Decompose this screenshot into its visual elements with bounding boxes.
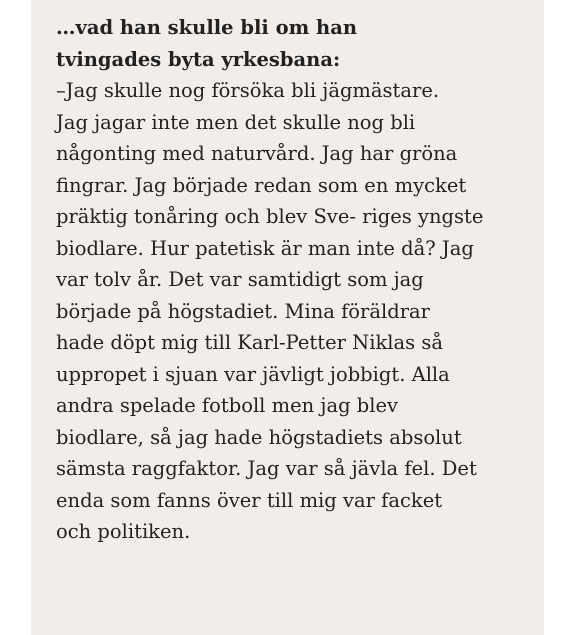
body-line: präktig tonåring och blev Sve- riges yngste [56,205,484,228]
body-line: någonting med naturvård. Jag har gröna [56,142,458,165]
body-line: andra spelade fotboll men jag blev [56,394,399,417]
heading-line: tvingades byta yrkesbana: [56,47,341,71]
body-line: sämsta raggfaktor. Jag var så jävla fel. Det [56,457,477,480]
body-line: hade döpt mig till Karl-Petter Niklas så [56,331,443,354]
body-line: och politiken. [56,520,191,543]
body-line: biodlare. Hur patetisk är man inte då? Jag [56,236,474,260]
article-text [56,12,536,548]
body-line: började på högstadiet. Mina föräldrar [56,299,430,323]
body-line: enda som fanns över till mig var facket [56,488,443,512]
body-line: uppropet i sjuan var jävligt jobbigt. Alla [56,362,450,386]
body-line: fingrar. Jag började redan som en mycket [56,173,467,197]
article-body [56,75,536,548]
body-line: biodlare, så jag hade högstadiets absolut [56,425,462,449]
body-line: –Jag skulle nog försöka bli jägmästare. [56,79,440,102]
body-line: var tolv år. Det var samtidigt som jag [56,268,424,291]
body-line: Jag jagar inte men det skulle nog bli [56,110,416,134]
article-heading [56,12,536,75]
heading-line: …vad han skulle bli om han [56,16,358,39]
